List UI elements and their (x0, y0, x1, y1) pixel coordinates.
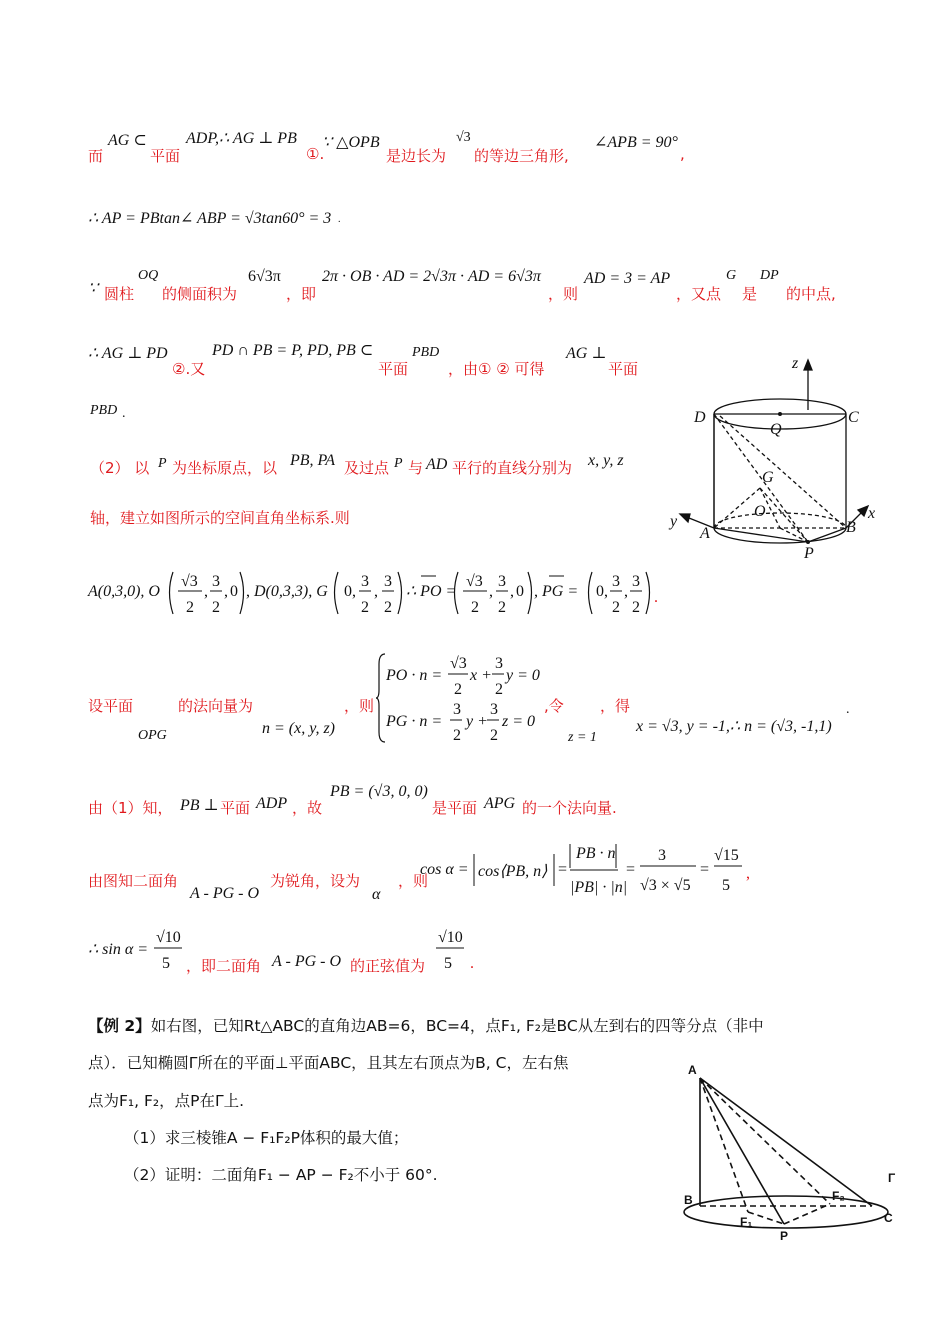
l3-because: ∵ (88, 280, 99, 297)
fig1-D: D (694, 409, 706, 426)
l6-text-i: 平行的直线分别为 (452, 459, 573, 477)
fig1-G: G (762, 469, 774, 486)
l9-f: PO · n = (386, 667, 443, 684)
l3-text-d: 的侧面积为 (162, 285, 238, 303)
l1-text-g: 是边长为 (386, 147, 447, 165)
fig1-P: P (804, 545, 814, 562)
svg-text:2: 2 (454, 681, 462, 698)
l12-g: √10 (438, 929, 463, 946)
fig2-F1: F₁ (740, 1215, 753, 1229)
l1-math-f: ∵ △OPB (322, 134, 380, 151)
fig1-z: z (792, 355, 799, 372)
l4-text-d: 平面 (378, 360, 409, 378)
l1-text-k: , (680, 145, 685, 163)
fig2-C: C (884, 1211, 893, 1225)
l9-text-c: 的法向量为 (178, 697, 254, 715)
l6-text-a: （2） 以 (90, 459, 150, 477)
ex2-q1: （1）求三棱锥A − F₁F₂P体积的最大值； (124, 1129, 409, 1147)
fig2-A: A (688, 1063, 697, 1077)
l8-z-2: 0 (344, 583, 352, 600)
l12-sin-line (86, 924, 486, 980)
l8-t3-6: 3 (632, 573, 640, 590)
l11-g: cos⟨PB, n⟩ (478, 863, 548, 880)
l12-i: . (470, 955, 474, 972)
l1-math-b: AG ⊂ (108, 132, 147, 149)
l11-i: |PB| · |n| (570, 879, 628, 896)
l4-text-f: ，由① ② 可得 (448, 360, 545, 378)
l6-math-d: PB, PA (290, 452, 336, 469)
l6-math-j: x, y, z (588, 452, 624, 469)
l3-math-g: 2π · OB · AD = 2√3π · AD = 6√3π (322, 268, 541, 285)
l8-t2-6: 2 (498, 599, 506, 616)
svg-text:=: = (626, 861, 636, 878)
l1-math-d: ADP,∴ AG ⊥ PB (186, 130, 297, 147)
ex2-q2: （2）证明：二面角F₁ − AP − F₂不小于 60°. (124, 1166, 438, 1184)
l9-math-b: OPG (138, 728, 167, 743)
l8-t3-1: 3 (212, 573, 220, 590)
svg-text:,: , (224, 583, 228, 600)
l8-t2-4: 2 (384, 599, 392, 616)
l8-t3-5: 3 (612, 573, 620, 590)
l8-coordinates (86, 564, 666, 620)
l9-math-o: x = √3, y = -1,∴ n = (√3, -1,1) (636, 718, 832, 735)
l6-math-h: AD (426, 456, 448, 473)
svg-text:,: , (246, 583, 250, 600)
l11-f: cos α = (420, 861, 469, 878)
svg-text:=: = (700, 861, 710, 878)
l4-math-g: AG ⊥ (566, 345, 607, 362)
l5-math: PBD (90, 403, 118, 418)
l9-text-e: ，则 (344, 697, 375, 715)
l8-c: ∴ PO = (406, 583, 457, 600)
l12-math-e: A - PG - O (272, 953, 342, 970)
l8-z-1: 0 (230, 583, 238, 600)
l4-math-e: PBD (412, 345, 440, 360)
l11-j: 3 (658, 847, 666, 864)
fig1-Q: Q (770, 421, 782, 438)
cylinder-figure (660, 350, 900, 570)
svg-text:,: , (510, 583, 514, 600)
l10-text-a: 由（1）知， (88, 799, 173, 817)
l6-text-c: 为坐标原点，以 (172, 459, 278, 477)
l11-math-d: α (372, 886, 381, 903)
l1-text-a: 而 (88, 147, 104, 165)
l9-text-n: ，得 (600, 697, 631, 715)
l1-math-j: ∠APB = 90° (594, 134, 678, 151)
l10-text-c: 平面 (220, 799, 251, 817)
l8-z-3: 0 (516, 583, 524, 600)
l4-math-c: PD ∩ PB = P, PD, PB ⊂ (212, 342, 374, 359)
l11-cos-formula (418, 838, 758, 904)
fig1-A: A (700, 525, 710, 542)
l8-b: D(0,3,3), G (254, 583, 328, 600)
l1-text-i: 的等边三角形, (474, 147, 569, 165)
l1-text-c: 平面 (150, 147, 181, 165)
svg-text:,: , (604, 583, 608, 600)
ex2-tag: 【例 2】 (88, 1017, 151, 1035)
l11-text-e: ，则 (398, 872, 429, 890)
l8-t2-2: 2 (212, 599, 220, 616)
svg-text:3: 3 (453, 701, 461, 718)
svg-text:,: , (374, 583, 378, 600)
l4-text-b: ②.又 (172, 360, 206, 378)
l6-math-f: P (394, 456, 403, 471)
fig2-B: B (684, 1193, 693, 1207)
l9-text-a: 设平面 (88, 697, 134, 715)
l3-text-n: 的中点, (786, 285, 836, 303)
l10-math-h: APG (484, 795, 516, 812)
l8-z-4: 0 (596, 583, 604, 600)
l11-h: PB · n (576, 845, 616, 862)
l11-n: , (746, 865, 750, 882)
l1-math-h: √3 (456, 130, 471, 145)
l3-text-f: ，即 (286, 285, 317, 303)
svg-text:,: , (624, 583, 628, 600)
fig1-B: B (846, 519, 856, 536)
l12-h: 5 (444, 955, 452, 972)
l8-t2-7: 2 (612, 599, 620, 616)
l5-dot: . (122, 406, 126, 421)
l4-text-h: 平面 (608, 360, 639, 378)
l7-text: 轴，建立如图所示的空间直角坐标系.则 (90, 509, 350, 527)
l3-text-h: ，则 (548, 285, 579, 303)
l9-k: z = 0 (502, 713, 536, 730)
l9-j: y + (466, 713, 488, 730)
l3-math-m: DP (760, 268, 779, 283)
svg-text:3: 3 (495, 655, 503, 672)
l8-t2-3: 2 (361, 599, 369, 616)
l8-t2-1: 2 (186, 599, 194, 616)
svg-text:=: = (558, 861, 568, 878)
l8-t2-5: 2 (471, 599, 479, 616)
fig1-C: C (848, 409, 859, 426)
l9-math-d: n = (x, y, z) (262, 720, 335, 737)
ellipse-cone-figure (676, 1058, 906, 1248)
svg-text:√3: √3 (450, 655, 467, 672)
l8-t3-2: 3 (361, 573, 369, 590)
l9-system (376, 650, 556, 746)
l11-text-c: 为锐角，设为 (270, 872, 361, 890)
l11-text-a: 由图知二面角 (88, 872, 179, 890)
l8-t3-4: 3 (498, 573, 506, 590)
l8-a: A(0,3,0), O (88, 583, 160, 600)
l11-l: √15 (714, 847, 739, 864)
l3-math-e: 6√3π (248, 268, 281, 285)
svg-text:,: , (204, 583, 208, 600)
l9-g: x + (470, 667, 492, 684)
l3-text-j: ，又点 (676, 285, 722, 303)
l12-b: √10 (156, 929, 181, 946)
l10-math-d: ADP (256, 795, 288, 812)
fig1-O: O (754, 503, 766, 520)
l9-h: y = 0 (506, 667, 540, 684)
l10-text-g: 是平面 (432, 799, 478, 817)
l12-c: 5 (162, 955, 170, 972)
l3-text-l: 是 (742, 285, 758, 303)
ex2-l3: 点为F₁, F₂，点P在Γ上. (88, 1092, 245, 1110)
svg-text:2: 2 (490, 727, 498, 744)
l10-text-e: ，故 (292, 799, 323, 817)
fig2-Gamma: Γ (888, 1171, 896, 1185)
ex2-l2: 点）．已知椭圆Γ所在的平面⊥平面ABC，且其左右顶点为B, C，左右焦 (88, 1054, 569, 1072)
l9-math-m: z = 1 (568, 730, 597, 745)
fig1-x: x (868, 505, 876, 522)
l2-dot: . (338, 214, 341, 225)
l1-text-e: ①. (306, 145, 325, 163)
l8-e: . (654, 589, 658, 606)
l4-math-a: ∴ AG ⊥ PD (88, 345, 168, 362)
l9-i: PG · n = (386, 713, 443, 730)
l8-t2-8: 2 (632, 599, 640, 616)
fig1-y: y (670, 513, 678, 530)
ex2-l1: 如右图，已知Rt△ABC的直角边AB=6，BC=4，点F₁, F₂是BC从左到右的四等分点（非中 (150, 1017, 764, 1035)
svg-text:3: 3 (490, 701, 498, 718)
l12-a: ∴ sin α = (88, 941, 149, 958)
l2-math: ∴ AP = PBtan∠ ABP = √3tan60° = 3 (88, 210, 332, 227)
l3-math-c: OQ (138, 268, 159, 283)
l8-s3-1: √3 (181, 573, 198, 590)
l11-math-b: A - PG - O (190, 885, 260, 902)
svg-text:2: 2 (453, 727, 461, 744)
fig2-P: P (780, 1229, 789, 1243)
l10-text-i: 的一个法向量. (522, 799, 617, 817)
l6-text-e: 及过点 (344, 459, 390, 477)
l11-k: √3 × √5 (640, 877, 691, 894)
l10-math-b: PB ⊥ (180, 797, 219, 814)
l9-dot: . (846, 702, 850, 717)
svg-text:,: , (489, 583, 493, 600)
l8-d: , PG = (534, 583, 579, 600)
l3-text-b: 圆柱 (104, 285, 135, 303)
l8-t3-3: 3 (384, 573, 392, 590)
l9-text-l: ,令 (544, 697, 564, 715)
l3-math-k: G (726, 268, 737, 283)
l6-math-b: P (158, 456, 167, 471)
svg-text:,: , (352, 583, 356, 600)
ex2-line1 (88, 1014, 764, 1036)
l12-text-d: ，即二面角 (186, 957, 262, 975)
fig2-F2: F₂ (832, 1189, 845, 1203)
l10-math-f: PB = (√3, 0, 0) (330, 783, 428, 800)
l6-text-g: 与 (408, 459, 424, 477)
svg-text:2: 2 (495, 681, 503, 698)
l8-s3-2: √3 (466, 573, 483, 590)
l11-m: 5 (722, 877, 730, 894)
l12-text-f: 的正弦值为 (350, 957, 426, 975)
l3-math-i: AD = 3 = AP (584, 270, 671, 287)
